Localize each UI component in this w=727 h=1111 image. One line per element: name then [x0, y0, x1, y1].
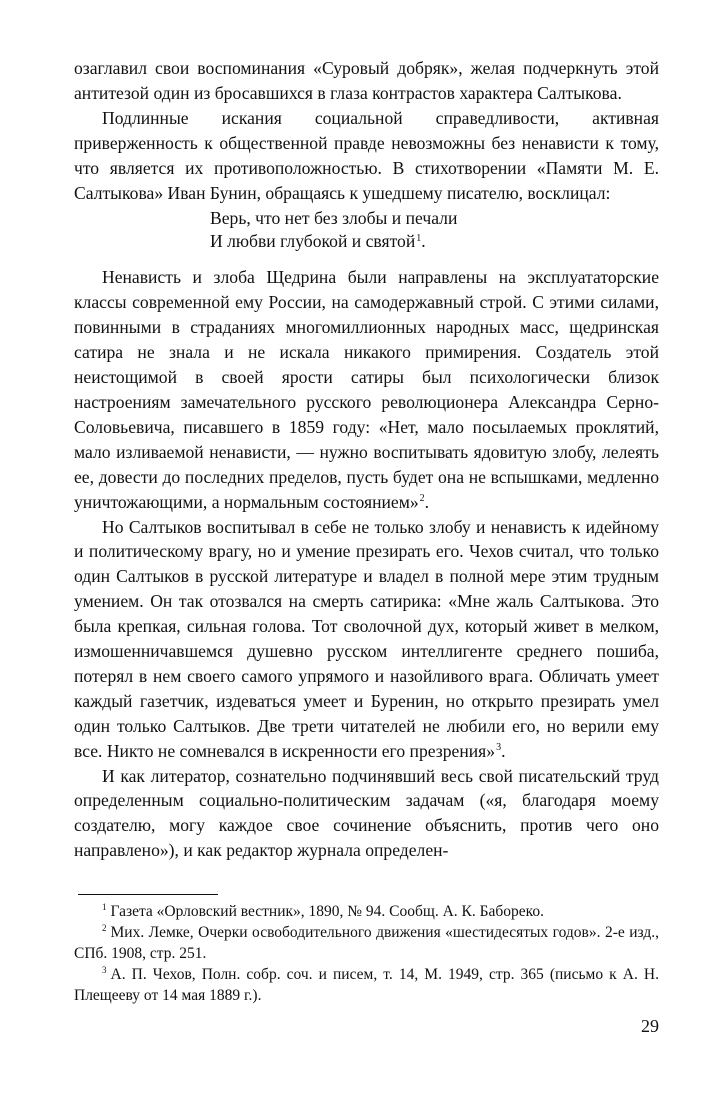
footnote-2-mark: 2 — [102, 923, 107, 934]
footnotes — [74, 901, 659, 1006]
verse-quote — [210, 207, 659, 253]
footnote-2 — [74, 922, 659, 964]
paragraph-2: Подлинные искания социальной справедливости, активная приверженность к общественной правде невозможны без ненависти к тому, что является их противоположностью. В стихотворении «Памяти М. Е. Салтыкова» Иван Бунин, обращаясь к ушедшему писателю, восклицал: — [74, 107, 659, 203]
page-number: 29 — [641, 1016, 659, 1036]
footnote-2-text: Мих. Лемке, Очерки освободительного движения «шестидесятых годов». 2-е изд., СПб. 1908, стр. 251. — [74, 924, 659, 963]
footnote-1-mark: 1 — [102, 902, 107, 913]
paragraph-4 — [74, 515, 659, 764]
paragraph-1: озаглавил свои воспоминания «Суровый добряк», желая подчеркнуть этой антитезой один из бросавшихся в глаза контрастов характера Салтыкова. — [74, 58, 659, 103]
footnote-ref-2: 2 — [419, 492, 425, 504]
paragraph-5: И как литератор, сознательно подчинявший весь свой писательский труд определенным социально-политическим задачам («я, благодаря моему создателю, могу каждое свое сочинение объяснить, против чего оно направлено»), и как редактор журнала определен- — [74, 765, 659, 861]
paragraph-4-text: Но Салтыков воспитывал в себе не только злобу и ненависть к идейному и политическому врагу, но и умение презирать его. Чехов считал, что только один Салтыков в русской литературе и владел в полной мере этим трудным умением. Он так отозвался на смерть сатирика: «Мне жаль Салтыкова. Это была крепкая, сильная голова. Тот сволочной дух, который живет в мелком, измошенничавшемся душевно русском интеллигенте среднего пошиба, потерял в нем своего самого упрямого и назойливого врага. Обличать умеет каждый газетчик, издеваться умеет и Буренин, но открыто презирать умел один только Салтыков. Две трети читателей не любили его, но верили ему все. Никто не сомневался в искренности его презрения» — [74, 516, 659, 761]
footnote-ref-3: 3 — [496, 741, 502, 753]
footnote-ref-1: 1 — [416, 232, 422, 244]
footnote-3-text: А. П. Чехов, Полн. собр. соч. и писем, т. 14, М. 1949, стр. 365 (письмо к А. Н. Плещееву от 14 мая 1889 г.). — [74, 966, 659, 1005]
footnote-1 — [74, 901, 659, 922]
verse-line-2: И любви глубокой и святой$^1$. — [210, 231, 426, 252]
paragraph-3-text: Ненависть и злоба Щедрина были направлены на эксплуататорские классы современной ему России, на самодержавный строй. С этими силами, повинными в страданиях многомиллионных народных масс, щедринская сатира не знала и не искала никакого примирения. Создатель этой неистощимой в своей ярости сатиры был психологически близок настроениям замечательного русского революционера Александра Серно-Соловьевича, писавшего в 1859 году: «Нет, мало посылаемых проклятий, мало изливаемой ненависти, — нужно воспитывать ядовитую злобу, лелеять ее, довести до последних пределов, пусть будет она не вспышками, медленно уничтожающими, а нормальным состоянием» — [74, 267, 659, 512]
footnote-divider — [78, 894, 218, 895]
footnote-3 — [74, 964, 659, 1006]
paragraph-4-end: . — [501, 740, 506, 761]
verse-line-1: Верь, что нет без злобы и печали — [210, 208, 458, 229]
main-text — [74, 56, 659, 863]
footnote-3-mark: 3 — [102, 965, 107, 976]
verse-line-2-text: И любви глубокой и святой — [210, 231, 416, 252]
paragraph-3 — [74, 265, 659, 514]
paragraph-3-end: . — [424, 491, 430, 512]
footnote-1-text: Газета «Орловский вестник», 1890, № 94. Сообщ. А. К. Бабореко. — [110, 903, 545, 921]
